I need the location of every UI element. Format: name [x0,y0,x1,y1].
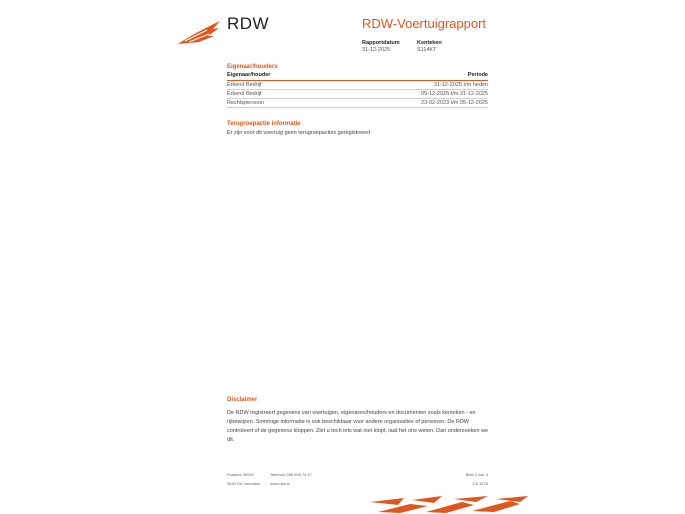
footer-contact [270,470,312,488]
table-row [227,90,488,99]
footer-page-info [466,470,488,488]
table-row [227,99,488,108]
recall-text: Er zijn voor dit voertuig geen terugroepacties geregistreerd [227,130,371,136]
owners-section-title: Eigenaar/houders [227,64,278,70]
period-cell: 05-12-2025 t/m 31-12-2025 [421,91,488,97]
license-plate [417,40,442,54]
report-title: RDW-Voertuigrapport [362,16,487,31]
rdw-flag-icon [177,20,221,46]
footer-address [227,470,260,488]
period-column-header: Periode [467,72,488,78]
report-date-label: Rapportdatum [362,40,400,46]
period-cell: 23-02-2023 t/m 05-12-2025 [421,100,488,106]
report-date-value: 31-12-2025 [362,47,391,53]
footer-city: 9640 RA Veendam [227,481,261,486]
owners-table [227,72,488,108]
license-plate-label: Kenteken [417,40,442,46]
disclaimer-section-title: Disclaimer [227,397,258,403]
footer-stripes-icon [370,496,530,514]
license-plate-value: S114KT [417,47,437,53]
brand-name: RDW [227,14,270,33]
owners-table-header [227,72,488,81]
owner-column-header: Eigenaar/houder [227,72,271,78]
footer-postbus: Postbus 30000 [227,472,254,477]
recall-section-title: Terugroepactie informatie [227,121,301,127]
period-cell: 31-12-2025 t/m heden [433,82,488,88]
table-row [227,81,488,90]
footer-web: www.rdw.nl [270,481,291,486]
owner-cell: Erkend Bedrijf [227,82,262,88]
disclaimer-text: De RDW registreert gegevens van voertuigen, eigenaren/houders en documenten zoals kenteken - en rijbewijzen. Sommige informatie is ook beschikbaar voor andere organisaties of personen. De RDW controleert of de gegevens kloppen. Ziet u toch iets wat niet klopt, laat het ons weten. Dan onderzoeken we dit. [227,410,489,443]
report-date [362,40,400,54]
footer-code: 2.6 1678 [472,481,488,486]
footer-phone: Telefoon 088 008 74 47 [270,472,312,477]
owner-cell: Erkend Bedrijf [227,91,262,97]
owner-cell: Rechtspersoon [227,100,264,106]
footer-page: Blad 2 van 3 [465,472,488,477]
